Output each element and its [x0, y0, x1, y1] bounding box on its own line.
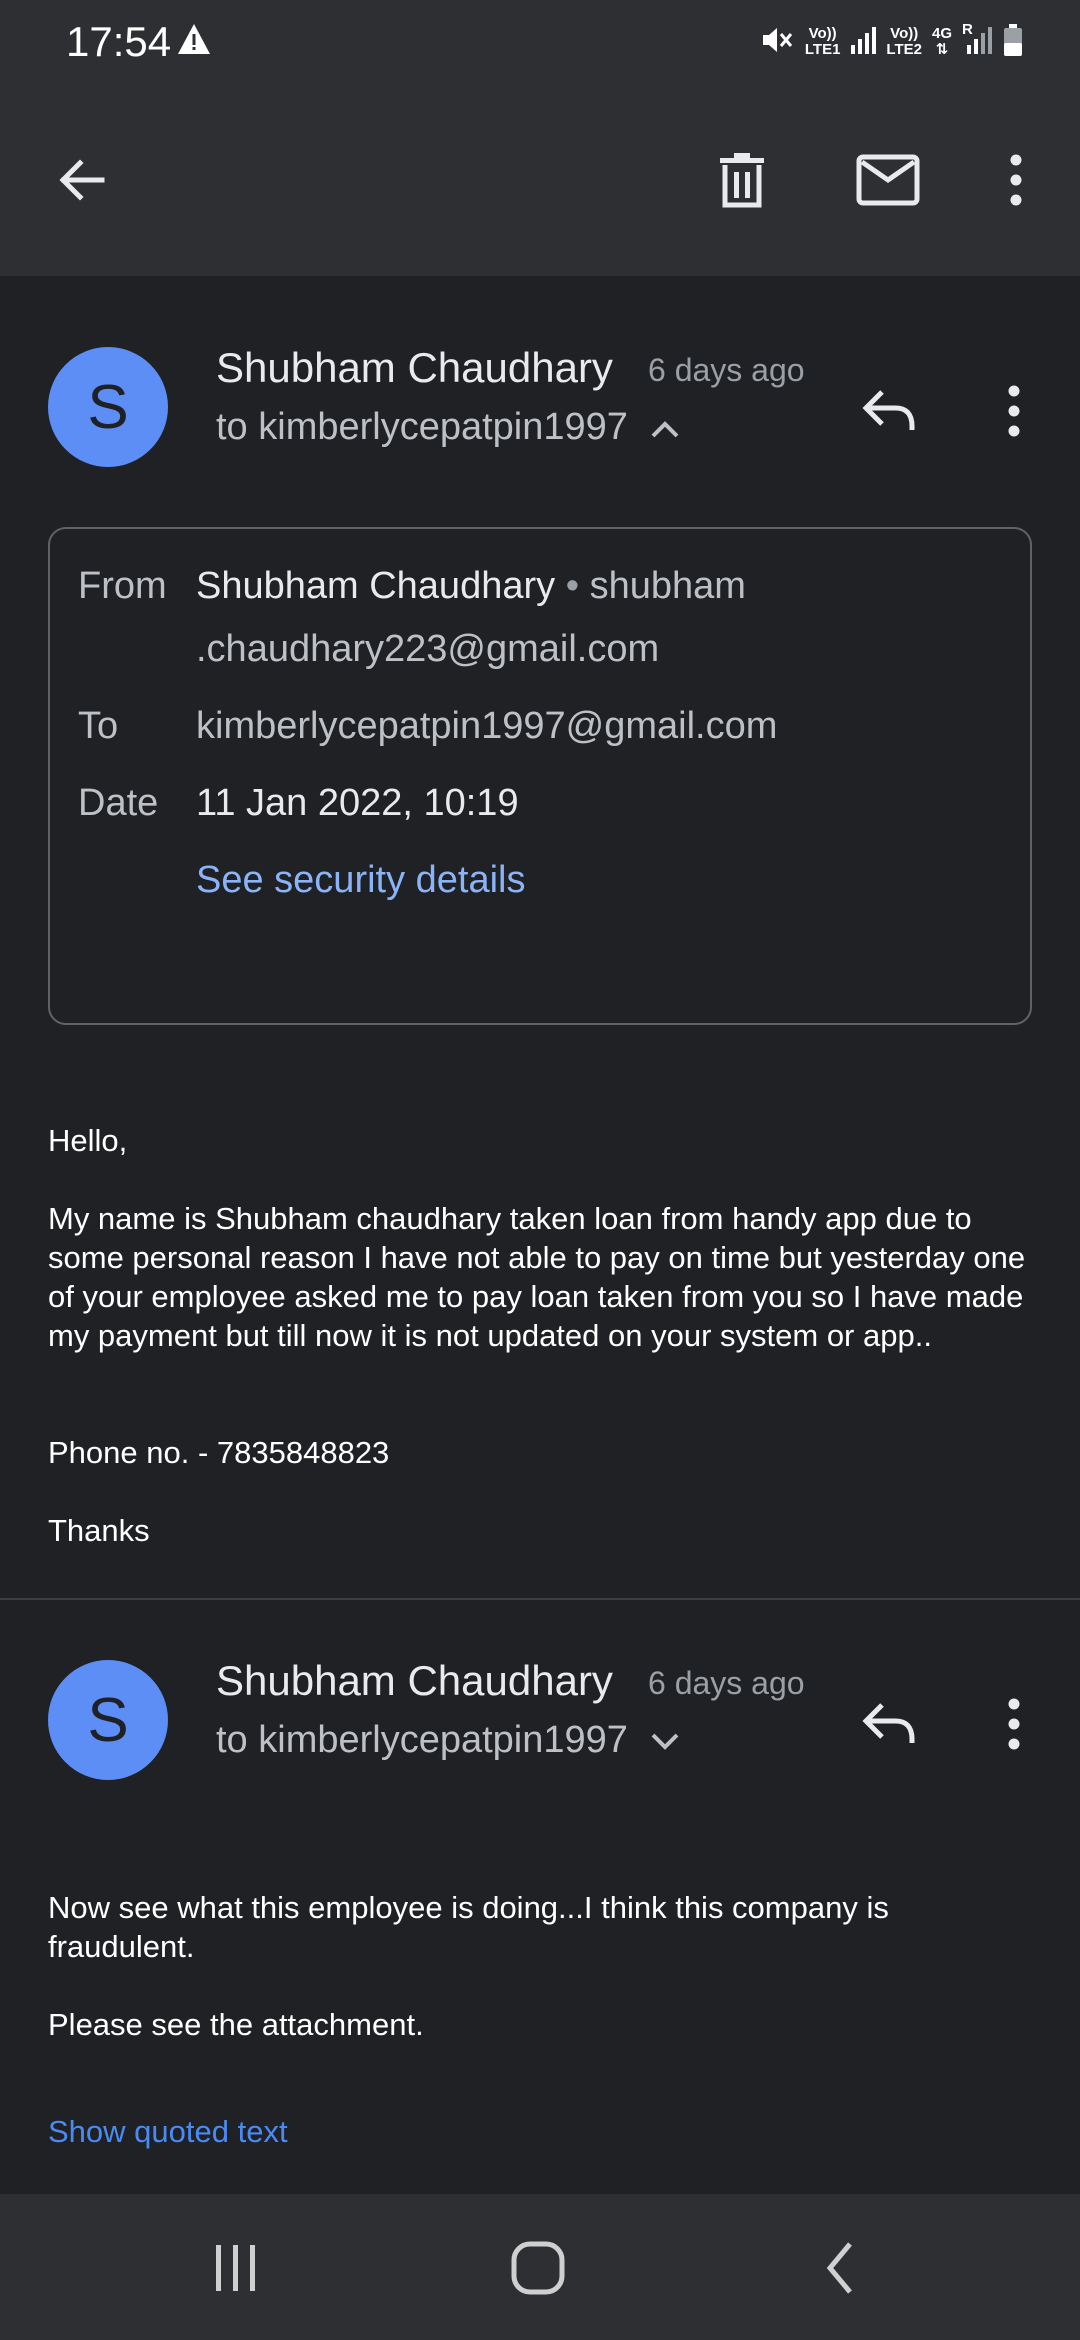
security-details-link[interactable]: See security details: [196, 859, 526, 901]
reply-icon[interactable]: [852, 1687, 924, 1759]
divider: [0, 1598, 1080, 1600]
message-details: [48, 527, 1032, 1025]
to-label: To: [78, 705, 119, 747]
signal-icon: [850, 25, 876, 60]
status-indicators: [759, 18, 1024, 66]
avatar[interactable]: S: [48, 347, 168, 467]
chevron-down-icon: [650, 1719, 680, 1762]
system-nav-bar: [0, 2194, 1080, 2340]
delete-icon[interactable]: [700, 138, 784, 222]
sender-name: Shubham Chaudhary: [216, 344, 613, 391]
message-thread[interactable]: [0, 276, 1080, 2194]
more-vert-icon[interactable]: [974, 138, 1058, 222]
app-bar: [0, 84, 1080, 276]
chevron-up-icon: [650, 406, 680, 449]
from-label: From: [78, 565, 167, 607]
from-email: .chaudhary223@gmail.com: [196, 628, 660, 670]
arrow-back-icon[interactable]: [40, 138, 124, 222]
message-time: 6 days ago: [648, 352, 805, 388]
back-icon[interactable]: [800, 2230, 880, 2306]
sim2-label: Vo)) LTE2: [886, 25, 922, 58]
recipient-toggle[interactable]: [216, 406, 680, 449]
more-vert-icon[interactable]: [990, 1689, 1038, 1759]
mail-icon[interactable]: [846, 138, 930, 222]
recipient-summary: to kimberlycepatpin1997: [216, 406, 628, 448]
network-label: 4G ⇅: [931, 25, 952, 58]
signal-roaming-icon: R: [962, 25, 992, 60]
avatar[interactable]: S: [48, 1660, 168, 1780]
status-time: 17:54: [66, 18, 172, 65]
date-value: 11 Jan 2022, 10:19: [196, 782, 519, 824]
warning-icon: [176, 22, 212, 61]
status-bar: [0, 0, 1080, 84]
sender-name: Shubham Chaudhary: [216, 1657, 613, 1704]
recents-icon[interactable]: [196, 2230, 276, 2306]
message-paragraph: My name is Shubham chaudhary taken loan from handy app due to some personal reason I have not able to pay on time but yesterday one of your employee asked me to pay loan taken from you so I have made my payment but till now it is not updated on your system or app..: [48, 1201, 1026, 1353]
message-closing: Thanks: [48, 1513, 150, 1548]
sim1-label: Vo)) LTE1: [804, 25, 841, 58]
recipient-toggle[interactable]: [216, 1719, 680, 1762]
date-label: Date: [78, 782, 159, 824]
battery-icon: [1002, 23, 1024, 62]
attachment-note: Please see the attachment.: [48, 2007, 424, 2042]
show-quoted-text-link[interactable]: Show quoted text: [48, 2114, 288, 2149]
message-time: 6 days ago: [648, 1665, 805, 1701]
from-value: Shubham Chaudhary • shubham: [196, 565, 746, 607]
recipient-summary: to kimberlycepatpin1997: [216, 1719, 628, 1761]
home-icon[interactable]: [498, 2230, 578, 2306]
message-greeting: Hello,: [48, 1123, 128, 1158]
to-value: kimberlycepatpin1997@gmail.com: [196, 705, 778, 747]
more-vert-icon[interactable]: [990, 376, 1038, 446]
reply-icon[interactable]: [852, 374, 924, 446]
message-paragraph: Now see what this employee is doing...I think this company is fraudulent.: [48, 1890, 889, 1964]
mute-icon: [759, 23, 795, 62]
message-phone: Phone no. - 7835848823: [48, 1435, 390, 1470]
